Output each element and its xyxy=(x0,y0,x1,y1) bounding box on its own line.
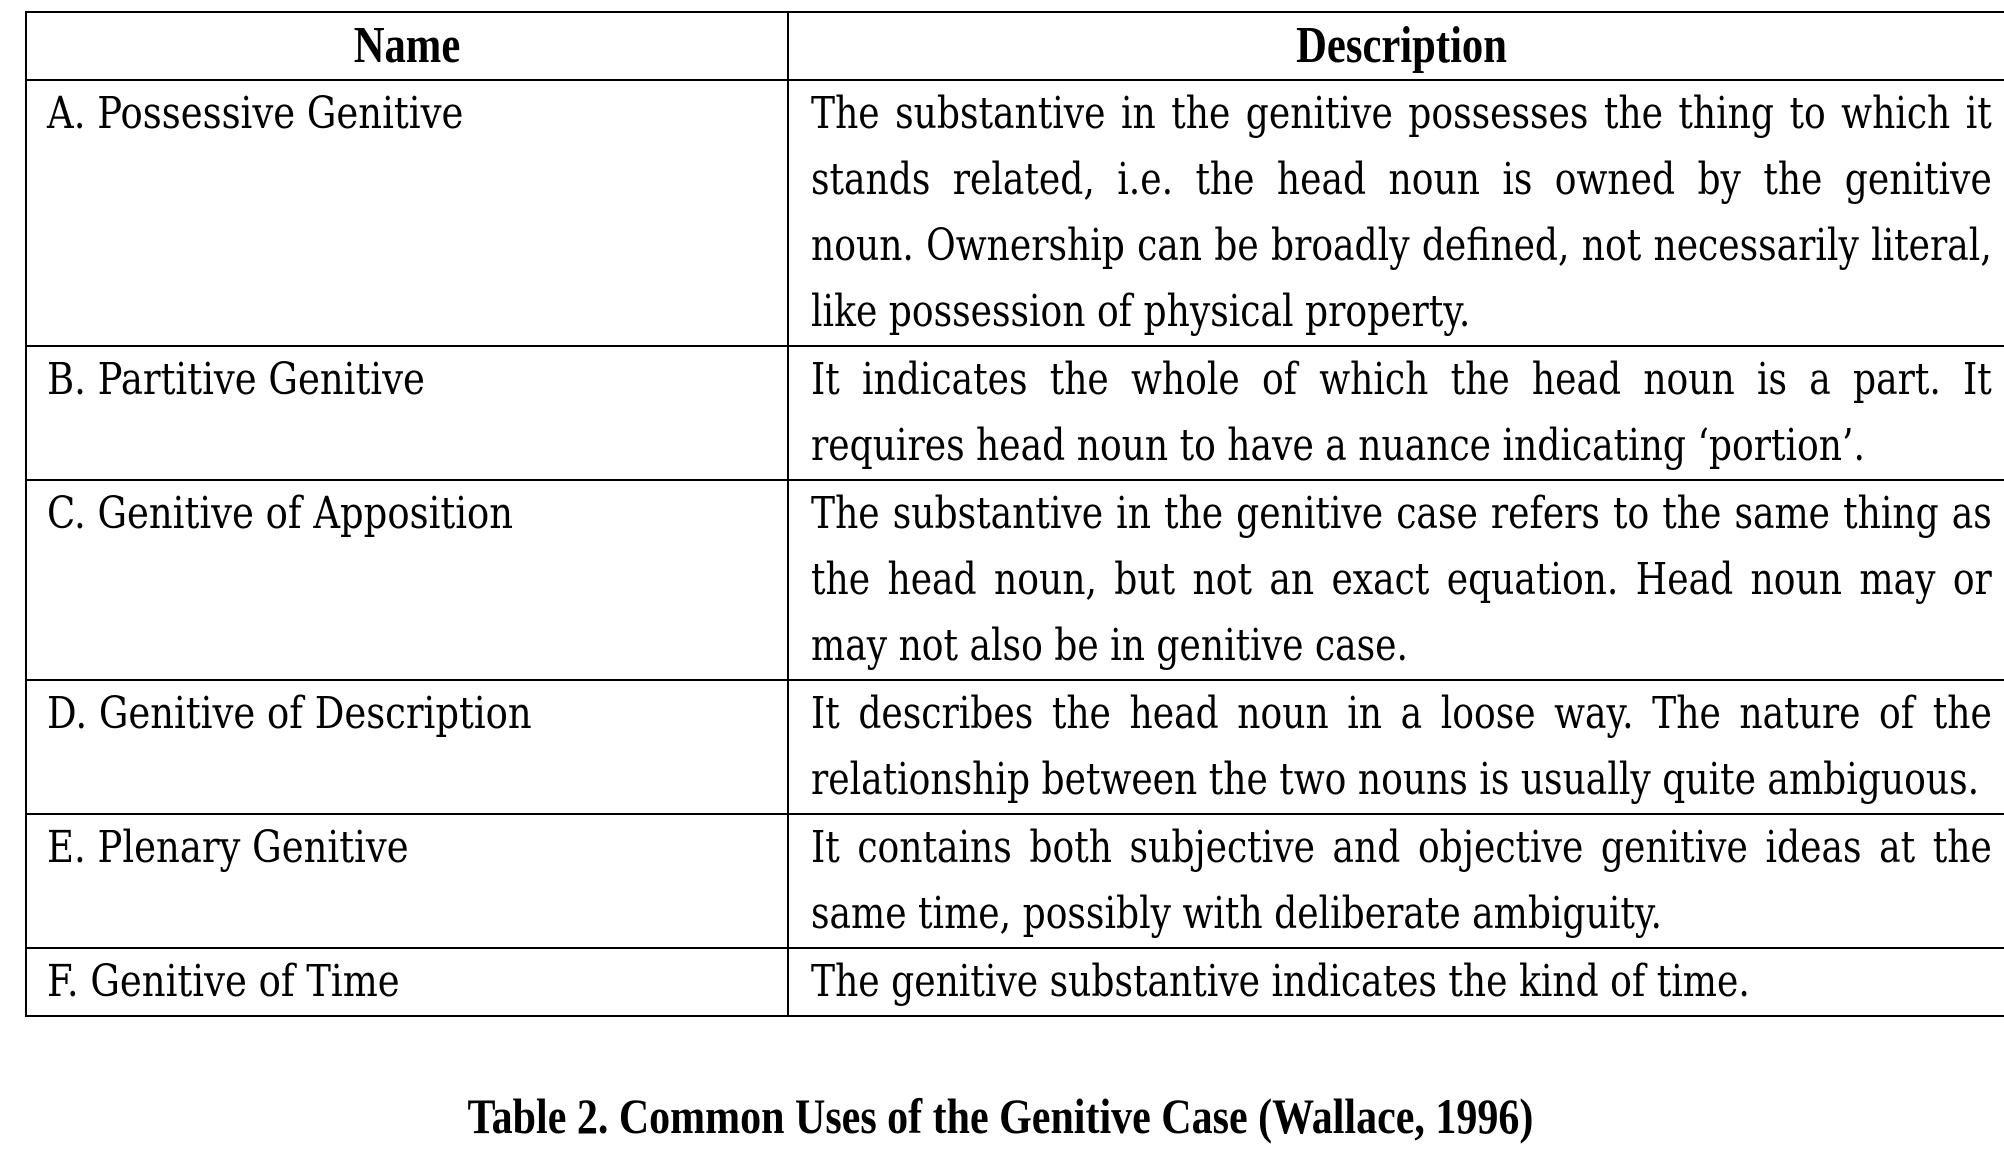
column-header-description: Description xyxy=(788,12,2004,80)
row-name-cell: B. Partitive Genitive xyxy=(26,346,788,480)
row-description-cell: The substantive in the genitive case refers to the same thing as the head noun, but not an exact equation. Head noun may or may not also be in genitive case. xyxy=(788,480,2004,680)
table-row xyxy=(26,948,2004,1016)
table-caption: Table 2. Common Uses of the Genitive Case (Wallace, 1996) xyxy=(467,1088,1533,1144)
table-row xyxy=(26,680,2004,814)
row-name-cell: A. Possessive Genitive xyxy=(26,80,788,346)
row-name-cell: C. Genitive of Apposition xyxy=(26,480,788,680)
row-name-cell: E. Plenary Genitive xyxy=(26,814,788,948)
column-header-name: Name xyxy=(26,12,788,80)
table-row xyxy=(26,814,2004,948)
row-description-cell: It contains both subjective and objective genitive ideas at the same time, possibly with deliberate ambiguity. xyxy=(788,814,2004,948)
row-description-cell: The substantive in the genitive possesses the thing to which it stands related, i.e. the head noun is owned by the genitive noun. Ownership can be broadly defined, not necessarily literal, like possession of physical property. xyxy=(788,80,2004,346)
row-description-cell: It describes the head noun in a loose way. The nature of the relationship between the two nouns is usually quite ambiguous. xyxy=(788,680,2004,814)
row-name-cell: F. Genitive of Time xyxy=(26,948,788,1016)
row-name-cell: D. Genitive of Description xyxy=(26,680,788,814)
table-row xyxy=(26,346,2004,480)
table-row xyxy=(26,480,2004,680)
row-description-cell: It indicates the whole of which the head noun is a part. It requires head noun to have a nuance indicating ‘portion’. xyxy=(788,346,2004,480)
genitive-uses-table xyxy=(25,11,2004,1017)
table-row xyxy=(26,80,2004,346)
table-header-row xyxy=(26,12,2004,80)
row-description-cell: The genitive substantive indicates the kind of time. xyxy=(788,948,2004,1016)
